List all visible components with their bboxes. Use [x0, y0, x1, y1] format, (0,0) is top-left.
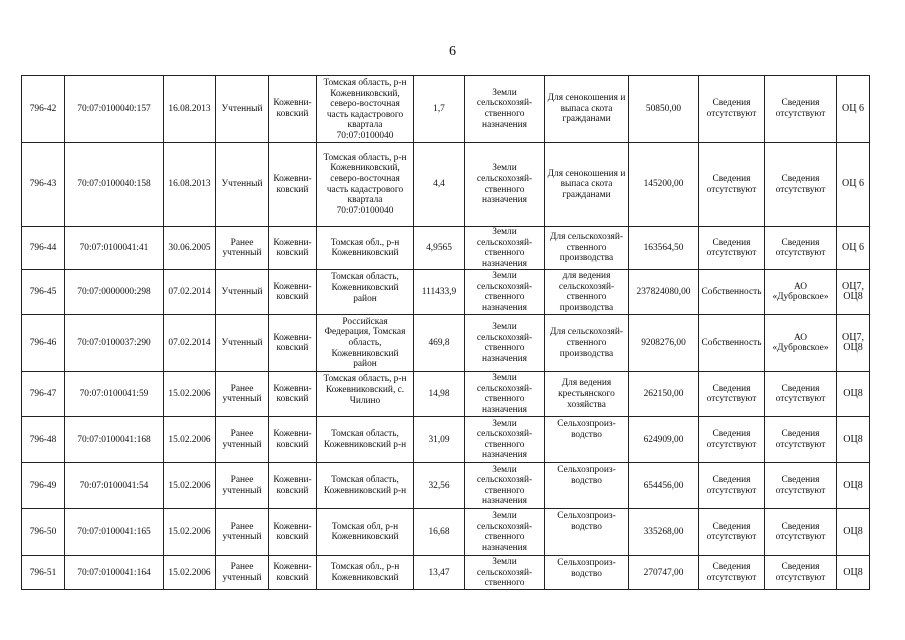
record-status: Учтенный — [216, 270, 269, 315]
permitted-use: Для ведения крестьянского хозяйства — [545, 372, 629, 417]
district: Кожевни-ковский — [269, 270, 317, 315]
land-category: Земли сельскохозяй-ственного назначения — [465, 227, 545, 270]
record-status: Ранее учтенный — [216, 556, 269, 590]
right-holder: Сведения отсутствуют — [765, 76, 837, 143]
land-category: Земли сельскохозяй-ственного назначения — [465, 76, 545, 143]
area: 4,4 — [414, 143, 465, 227]
permitted-use: Для сельскохозяй-ственного производства — [545, 227, 629, 270]
table-row — [22, 556, 870, 590]
cadastral-value: 335268,00 — [629, 509, 699, 556]
table-row — [22, 315, 870, 372]
registration-date: 15.02.2006 — [164, 417, 216, 463]
district: Кожевни-ковский — [269, 372, 317, 417]
page-number: 6 — [449, 44, 456, 59]
area: 4,9565 — [414, 227, 465, 270]
land-category: Земли сельскохозяй-ственного назначения — [465, 270, 545, 315]
land-category: Земли сельскохозяй-ственного назначения — [465, 372, 545, 417]
area: 469,8 — [414, 315, 465, 372]
table-row — [22, 509, 870, 556]
address: Томская обл., р-н Кожевниковский — [317, 227, 414, 270]
right-holder: Сведения отсутствуют — [765, 372, 837, 417]
address: Томская область, Кожевниковский район — [317, 270, 414, 315]
permitted-use: для ведения сельскохозяй-ственного производства — [545, 270, 629, 315]
zone-code: ОЦ8 — [837, 417, 870, 463]
registration-date: 15.02.2006 — [164, 509, 216, 556]
record-status: Учтенный — [216, 76, 269, 143]
cadastral-value: 624909,00 — [629, 417, 699, 463]
cadastral-value: 262150,00 — [629, 372, 699, 417]
table-row — [22, 417, 870, 463]
zone-code: ОЦ7, ОЦ8 — [837, 270, 870, 315]
permitted-use: Для сенокошения и выпаса скота гражданами — [545, 143, 629, 227]
district: Кожевни-ковский — [269, 509, 317, 556]
record-status: Ранее учтенный — [216, 509, 269, 556]
district: Кожевни-ковский — [269, 227, 317, 270]
address: Томская область, р-н Кожевниковский, северо-восточная часть кадастрового квартала 70:07:0100040 — [317, 143, 414, 227]
cadastral-value: 163564,50 — [629, 227, 699, 270]
right-holder: АО «Дубровское» — [765, 315, 837, 372]
area: 111433,9 — [414, 270, 465, 315]
cadastral-number: 70:07:0100040:158 — [65, 143, 164, 227]
registration-date: 07.02.2014 — [164, 315, 216, 372]
cadastral-number: 70:07:0000000:298 — [65, 270, 164, 315]
record-status: Учтенный — [216, 315, 269, 372]
cadastral-number: 70:07:0100041:164 — [65, 556, 164, 590]
row-number: 796-42 — [22, 76, 65, 143]
registration-date: 15.02.2006 — [164, 556, 216, 590]
right-type: Сведения отсутствуют — [699, 417, 765, 463]
right-type: Сведения отсутствуют — [699, 227, 765, 270]
right-type: Собственность — [699, 270, 765, 315]
permitted-use: Сельхозпроиз-водство — [545, 509, 629, 556]
address: Томская обл, р-н Кожевниковский — [317, 509, 414, 556]
row-number: 796-50 — [22, 509, 65, 556]
permitted-use: Сельхозпроиз-водство — [545, 417, 629, 463]
cadastral-number: 70:07:0100041:59 — [65, 372, 164, 417]
address: Томская обл., р-н Кожевниковский — [317, 556, 414, 590]
right-type: Сведения отсутствуют — [699, 76, 765, 143]
zone-code: ОЦ8 — [837, 509, 870, 556]
land-register-table — [21, 75, 870, 590]
land-category: Земли сельскохозяй-ственного назначения — [465, 463, 545, 509]
registration-date: 15.02.2006 — [164, 372, 216, 417]
land-category: Земли сельскохозяй-ственного — [465, 556, 545, 590]
zone-code: ОЦ8 — [837, 556, 870, 590]
registration-date: 07.02.2014 — [164, 270, 216, 315]
district: Кожевни-ковский — [269, 463, 317, 509]
permitted-use: Для сенокошения и выпаса скота гражданами — [545, 76, 629, 143]
right-holder: Сведения отсутствуют — [765, 463, 837, 509]
area: 16,68 — [414, 509, 465, 556]
area: 13,47 — [414, 556, 465, 590]
right-type: Сведения отсутствуют — [699, 372, 765, 417]
district: Кожевни-ковский — [269, 417, 317, 463]
area: 1,7 — [414, 76, 465, 143]
cadastral-value: 9208276,00 — [629, 315, 699, 372]
area: 14,98 — [414, 372, 465, 417]
table-row — [22, 463, 870, 509]
address: Томская область, Кожевниковский р-н — [317, 463, 414, 509]
right-holder: АО «Дубровское» — [765, 270, 837, 315]
address: Российская Федерация, Томская область, Кожевниковский район — [317, 315, 414, 372]
registration-date: 30.06.2005 — [164, 227, 216, 270]
right-type: Сведения отсутствуют — [699, 509, 765, 556]
row-number: 796-46 — [22, 315, 65, 372]
land-category: Земли сельскохозяй-ственного назначения — [465, 417, 545, 463]
district: Кожевни-ковский — [269, 143, 317, 227]
district: Кожевни-ковский — [269, 315, 317, 372]
registration-date: 16.08.2013 — [164, 143, 216, 227]
cadastral-number: 70:07:0100040:157 — [65, 76, 164, 143]
right-holder: Сведения отсутствуют — [765, 227, 837, 270]
cadastral-value: 145200,00 — [629, 143, 699, 227]
area: 31,09 — [414, 417, 465, 463]
table-row — [22, 76, 870, 143]
zone-code: ОЦ8 — [837, 372, 870, 417]
cadastral-value: 237824080,00 — [629, 270, 699, 315]
row-number: 796-49 — [22, 463, 65, 509]
cadastral-value: 50850,00 — [629, 76, 699, 143]
right-type: Сведения отсутствуют — [699, 463, 765, 509]
permitted-use: Сельхозпроиз-водство — [545, 556, 629, 590]
row-number: 796-44 — [22, 227, 65, 270]
cadastral-number: 70:07:0100041:54 — [65, 463, 164, 509]
zone-code: ОЦ8 — [837, 463, 870, 509]
right-holder: Сведения отсутствуют — [765, 509, 837, 556]
record-status: Ранее учтенный — [216, 227, 269, 270]
address: Томская область, р-н Кожевниковский, с. Чилино — [317, 372, 414, 417]
cadastral-value: 654456,00 — [629, 463, 699, 509]
row-number: 796-47 — [22, 372, 65, 417]
land-category: Земли сельскохозяй-ственного назначения — [465, 143, 545, 227]
registration-date: 15.02.2006 — [164, 463, 216, 509]
right-type: Сведения отсутствуют — [699, 143, 765, 227]
table-row — [22, 143, 870, 227]
table-row — [22, 270, 870, 315]
land-category: Земли сельскохозяй-ственного назначения — [465, 315, 545, 372]
zone-code: ОЦ 6 — [837, 143, 870, 227]
zone-code: ОЦ 6 — [837, 227, 870, 270]
address: Томская область, Кожевниковский р-н — [317, 417, 414, 463]
table-row — [22, 372, 870, 417]
cadastral-number: 70:07:0100037:290 — [65, 315, 164, 372]
cadastral-number: 70:07:0100041:41 — [65, 227, 164, 270]
record-status: Ранее учтенный — [216, 417, 269, 463]
record-status: Ранее учтенный — [216, 372, 269, 417]
area: 32,56 — [414, 463, 465, 509]
right-holder: Сведения отсутствуют — [765, 556, 837, 590]
zone-code: ОЦ 6 — [837, 76, 870, 143]
right-holder: Сведения отсутствуют — [765, 417, 837, 463]
zone-code: ОЦ7, ОЦ8 — [837, 315, 870, 372]
record-status: Учтенный — [216, 143, 269, 227]
row-number: 796-48 — [22, 417, 65, 463]
row-number: 796-51 — [22, 556, 65, 590]
cadastral-number: 70:07:0100041:165 — [65, 509, 164, 556]
land-category: Земли сельскохозяй-ственного назначения — [465, 509, 545, 556]
registration-date: 16.08.2013 — [164, 76, 216, 143]
address: Томская область, р-н Кожевниковский, северо-восточная часть кадастрового квартала 70:07:0100040 — [317, 76, 414, 143]
district: Кожевни-ковский — [269, 76, 317, 143]
permitted-use: Для сельскохозяй-ственного производства — [545, 315, 629, 372]
row-number: 796-43 — [22, 143, 65, 227]
right-holder: Сведения отсутствуют — [765, 143, 837, 227]
district: Кожевни-ковский — [269, 556, 317, 590]
right-type: Собственность — [699, 315, 765, 372]
cadastral-number: 70:07:0100041:168 — [65, 417, 164, 463]
permitted-use: Сельхозпроиз-водство — [545, 463, 629, 509]
row-number: 796-45 — [22, 270, 65, 315]
record-status: Ранее учтенный — [216, 463, 269, 509]
table-row — [22, 227, 870, 270]
right-type: Сведения отсутствуют — [699, 556, 765, 590]
cadastral-value: 270747,00 — [629, 556, 699, 590]
